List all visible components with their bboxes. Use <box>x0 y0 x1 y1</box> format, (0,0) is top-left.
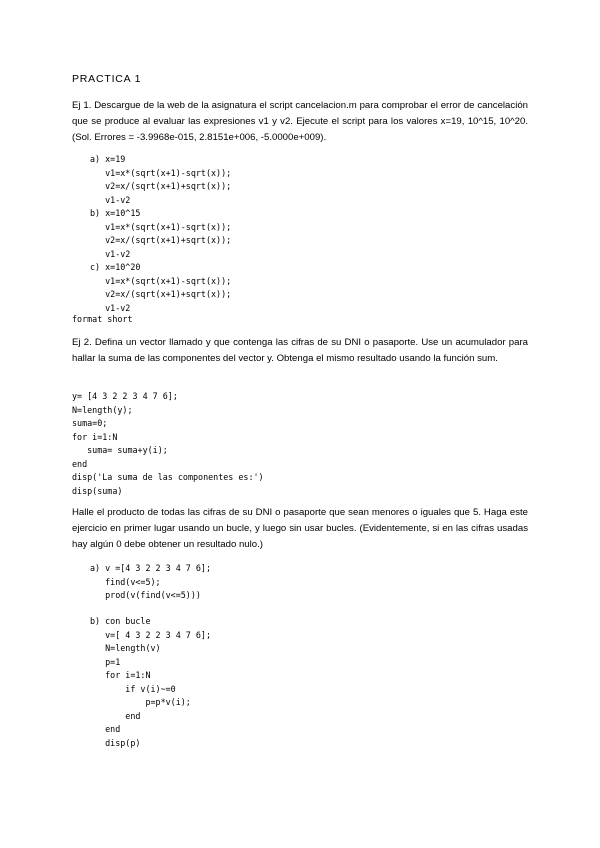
ej1-code-format: format short <box>72 314 133 324</box>
ej1-statement: Ej 1. Descargue de la web de la asignatura el script cancelacion.m para comprobar el error de cancelación que se produce al evaluar las expresiones v1 y v2. Ejecute el script para los valores x=19, 10^15, 10^20. (Sol. Errores = -3.9968e-015, 2.8151e+006, -5.0000e+009). <box>72 100 528 143</box>
ej2-statement: Ej 2. Defina un vector llamado y que contenga las cifras de su DNI o pasaporte. Use un acumulador para hallar la suma de las componentes del vector y. Obtenga el mismo resultado usando la función sum. <box>72 337 528 364</box>
ej3-statement: Halle el producto de todas las cifras de su DNI o pasaporte que sean menores o iguales que 5. Haga este ejercicio en primer lugar usando un bucle, y luego sin usar bucles. (Evidentemente, si en las cifras usadas hay algún 0 debe obtener un resultado nulo.) <box>72 507 528 550</box>
page-title: PRACTICA 1 <box>72 73 142 85</box>
ej3-code-a: a) v =[4 3 2 2 3 4 7 6]; find(v<=5); prod(v(find(v<=5))) <box>90 563 212 600</box>
ej1-code: a) x=19 v1=x*(sqrt(x+1)-sqrt(x)); v2=x/(sqrt(x+1)+sqrt(x)); v1-v2 b) x=10^15 v1=x*(sqrt(x+1)-sqrt(x)); v2=x/(sqrt(x+1)+sqrt(x)); v1-v2 c) x=10^20 v1=x*(sqrt(x+1)-sqrt(x)); v2=x/(sqrt(x+1)+sqrt(x)); v1-v2 <box>90 154 232 313</box>
ej3-code-b: b) con bucle v=[ 4 3 2 2 3 4 7 6]; N=length(v) p=1 for i=1:N if v(i)~=0 p=p*v(i); end end disp(p) <box>90 616 212 748</box>
ej2-code: y= [4 3 2 2 3 4 7 6]; N=length(y); suma=0; for i=1:N suma= suma+y(i); end disp('La suma de las componentes es:') disp(suma) <box>72 391 264 496</box>
